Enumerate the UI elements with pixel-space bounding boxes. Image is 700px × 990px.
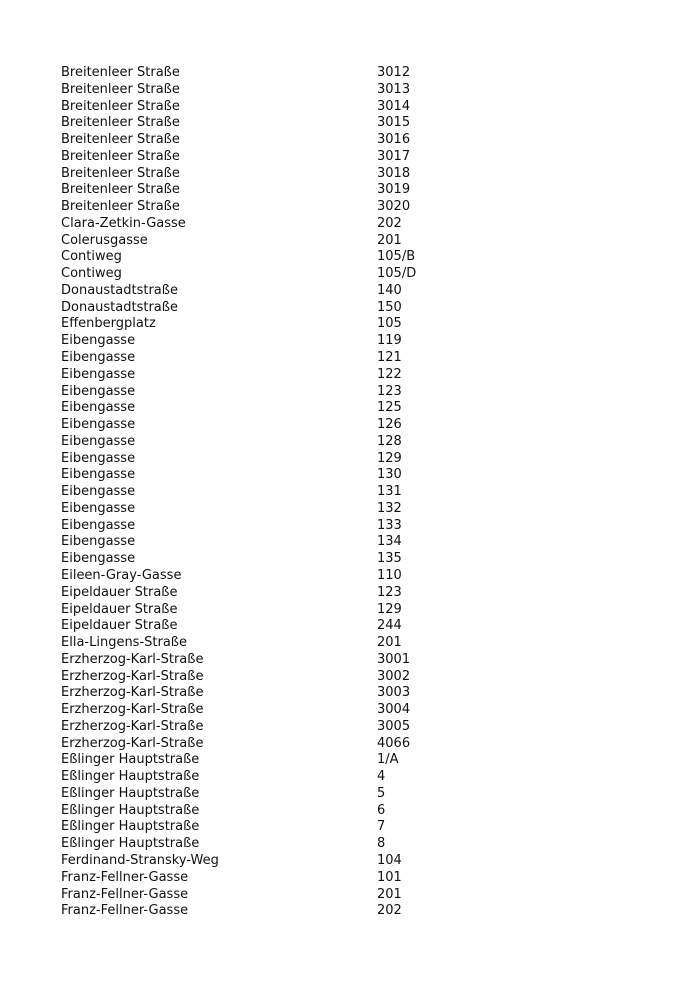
street-name: Eileen-Gray-Gasse <box>61 567 182 583</box>
street-name: Breitenleer Straße <box>61 165 180 181</box>
street-name: Contiweg <box>61 266 122 282</box>
house-number: 101 <box>377 869 402 885</box>
house-number: 201 <box>377 886 402 902</box>
street-name: Breitenleer Straße <box>61 115 180 131</box>
table-row <box>61 417 621 434</box>
house-number: 125 <box>377 400 402 416</box>
table-row <box>61 467 621 484</box>
street-name: Eßlinger Hauptstraße <box>61 802 200 818</box>
house-number: 135 <box>377 551 402 567</box>
street-name: Breitenleer Straße <box>61 132 180 148</box>
house-number: 132 <box>377 500 402 516</box>
table-row <box>61 870 621 887</box>
house-number: 201 <box>377 635 402 651</box>
street-name: Contiweg <box>61 249 122 265</box>
street-name: Eßlinger Hauptstraße <box>61 752 200 768</box>
house-number: 121 <box>377 350 402 366</box>
house-number: 133 <box>377 517 402 533</box>
table-row <box>61 853 621 870</box>
house-number: 3004 <box>377 702 411 718</box>
table-row <box>61 384 621 401</box>
street-name: Eibengasse <box>61 517 136 533</box>
street-name: Eßlinger Hauptstraße <box>61 819 200 835</box>
house-number: 3012 <box>377 65 411 80</box>
street-name: Eibengasse <box>61 383 136 399</box>
table-row <box>61 602 621 619</box>
house-number: 3001 <box>377 651 411 667</box>
house-number: 1/A <box>377 752 399 768</box>
table-row <box>61 618 621 635</box>
table-row <box>61 635 621 652</box>
street-name: Erzherzog-Karl-Straße <box>61 718 204 734</box>
house-number: 105/B <box>377 249 416 265</box>
house-number: 105 <box>377 316 402 332</box>
table-row <box>61 451 621 468</box>
street-name: Eibengasse <box>61 450 136 466</box>
street-name: Eibengasse <box>61 484 136 500</box>
table-row <box>61 182 621 199</box>
table-row <box>61 903 621 920</box>
table-row <box>61 534 621 551</box>
house-number: 3003 <box>377 685 411 701</box>
street-name: Eibengasse <box>61 551 136 567</box>
house-number: 131 <box>377 484 402 500</box>
house-number: 104 <box>377 852 402 868</box>
table-row <box>61 585 621 602</box>
table-row <box>61 367 621 384</box>
house-number: 122 <box>377 366 402 382</box>
house-number: 129 <box>377 450 402 466</box>
house-number: 105/D <box>377 266 417 282</box>
table-row <box>61 132 621 149</box>
house-number: 3015 <box>377 115 411 131</box>
house-number: 110 <box>377 567 402 583</box>
table-row <box>61 702 621 719</box>
street-name: Franz-Fellner-Gasse <box>61 903 189 919</box>
table-row <box>61 233 621 250</box>
house-number: 129 <box>377 601 402 617</box>
house-number: 140 <box>377 282 402 298</box>
table-row <box>61 434 621 451</box>
table-row <box>61 199 621 216</box>
table-row <box>61 249 621 266</box>
street-name: Breitenleer Straße <box>61 81 180 97</box>
house-number: 126 <box>377 417 402 433</box>
street-name: Eibengasse <box>61 433 136 449</box>
table-row <box>61 300 621 317</box>
street-name: Franz-Fellner-Gasse <box>61 886 189 902</box>
street-name: Donaustadtstraße <box>61 282 178 298</box>
street-name: Eibengasse <box>61 333 136 349</box>
street-name: Eßlinger Hauptstraße <box>61 836 200 852</box>
table-row <box>61 216 621 233</box>
street-name: Eibengasse <box>61 534 136 550</box>
table-row <box>61 149 621 166</box>
street-name: Ferdinand-Stransky-Weg <box>61 852 219 868</box>
table-row <box>61 99 621 116</box>
street-name: Breitenleer Straße <box>61 65 180 80</box>
table-row <box>61 836 621 853</box>
house-number: 202 <box>377 215 402 231</box>
table-row <box>61 551 621 568</box>
street-name: Breitenleer Straße <box>61 98 180 114</box>
street-name: Eibengasse <box>61 500 136 516</box>
house-number: 201 <box>377 232 402 248</box>
table-row <box>61 400 621 417</box>
house-number: 3005 <box>377 718 411 734</box>
house-number: 123 <box>377 383 402 399</box>
street-name: Eipeldauer Straße <box>61 601 178 617</box>
house-number: 3016 <box>377 132 411 148</box>
house-number: 134 <box>377 534 402 550</box>
table-row <box>61 769 621 786</box>
table-row <box>61 719 621 736</box>
house-number: 150 <box>377 299 402 315</box>
house-number: 128 <box>377 433 402 449</box>
table-row <box>61 803 621 820</box>
table-row <box>61 786 621 803</box>
table-row <box>61 283 621 300</box>
house-number: 7 <box>377 819 386 835</box>
house-number: 3017 <box>377 148 411 164</box>
table-row <box>61 736 621 753</box>
house-number: 3002 <box>377 668 411 684</box>
house-number: 4066 <box>377 735 411 751</box>
street-name: Erzherzog-Karl-Straße <box>61 685 204 701</box>
street-name: Breitenleer Straße <box>61 148 180 164</box>
house-number: 123 <box>377 584 402 600</box>
street-name: Eibengasse <box>61 366 136 382</box>
street-name: Clara-Zetkin-Gasse <box>61 215 186 231</box>
house-number: 3013 <box>377 81 411 97</box>
street-name: Breitenleer Straße <box>61 182 180 198</box>
house-number: 3020 <box>377 199 411 215</box>
table-row <box>61 166 621 183</box>
street-name: Eibengasse <box>61 400 136 416</box>
street-name: Erzherzog-Karl-Straße <box>61 668 204 684</box>
street-name: Eibengasse <box>61 467 136 483</box>
street-name: Eipeldauer Straße <box>61 618 178 634</box>
table-row <box>61 518 621 535</box>
table-row <box>61 316 621 333</box>
table-row <box>61 887 621 904</box>
street-name: Eibengasse <box>61 417 136 433</box>
street-name: Effenbergplatz <box>61 316 156 332</box>
house-number: 202 <box>377 903 402 919</box>
table-row <box>61 484 621 501</box>
table-row <box>61 65 621 82</box>
house-number: 5 <box>377 785 386 801</box>
house-number: 3018 <box>377 165 411 181</box>
street-name: Eibengasse <box>61 350 136 366</box>
street-name: Breitenleer Straße <box>61 199 180 215</box>
house-number: 119 <box>377 333 402 349</box>
street-name: Erzherzog-Karl-Straße <box>61 735 204 751</box>
table-row <box>61 501 621 518</box>
street-name: Ella-Lingens-Straße <box>61 635 187 651</box>
street-name: Franz-Fellner-Gasse <box>61 869 189 885</box>
street-name: Eßlinger Hauptstraße <box>61 769 200 785</box>
table-row <box>61 82 621 99</box>
street-name: Erzherzog-Karl-Straße <box>61 651 204 667</box>
table-row <box>61 350 621 367</box>
table-row <box>61 115 621 132</box>
house-number: 4 <box>377 769 386 785</box>
street-name: Colerusgasse <box>61 232 148 248</box>
house-number: 244 <box>377 618 402 634</box>
house-number: 8 <box>377 836 386 852</box>
street-name: Eßlinger Hauptstraße <box>61 785 200 801</box>
street-name: Donaustadtstraße <box>61 299 178 315</box>
table-row <box>61 752 621 769</box>
street-name: Erzherzog-Karl-Straße <box>61 702 204 718</box>
table-row <box>61 685 621 702</box>
table-row <box>61 652 621 669</box>
address-table <box>61 65 621 920</box>
house-number: 3019 <box>377 182 411 198</box>
table-row <box>61 568 621 585</box>
table-row <box>61 333 621 350</box>
house-number: 130 <box>377 467 402 483</box>
house-number: 3014 <box>377 98 411 114</box>
table-row <box>61 819 621 836</box>
table-row <box>61 266 621 283</box>
house-number: 6 <box>377 802 386 818</box>
street-name: Eipeldauer Straße <box>61 584 178 600</box>
table-row <box>61 669 621 686</box>
